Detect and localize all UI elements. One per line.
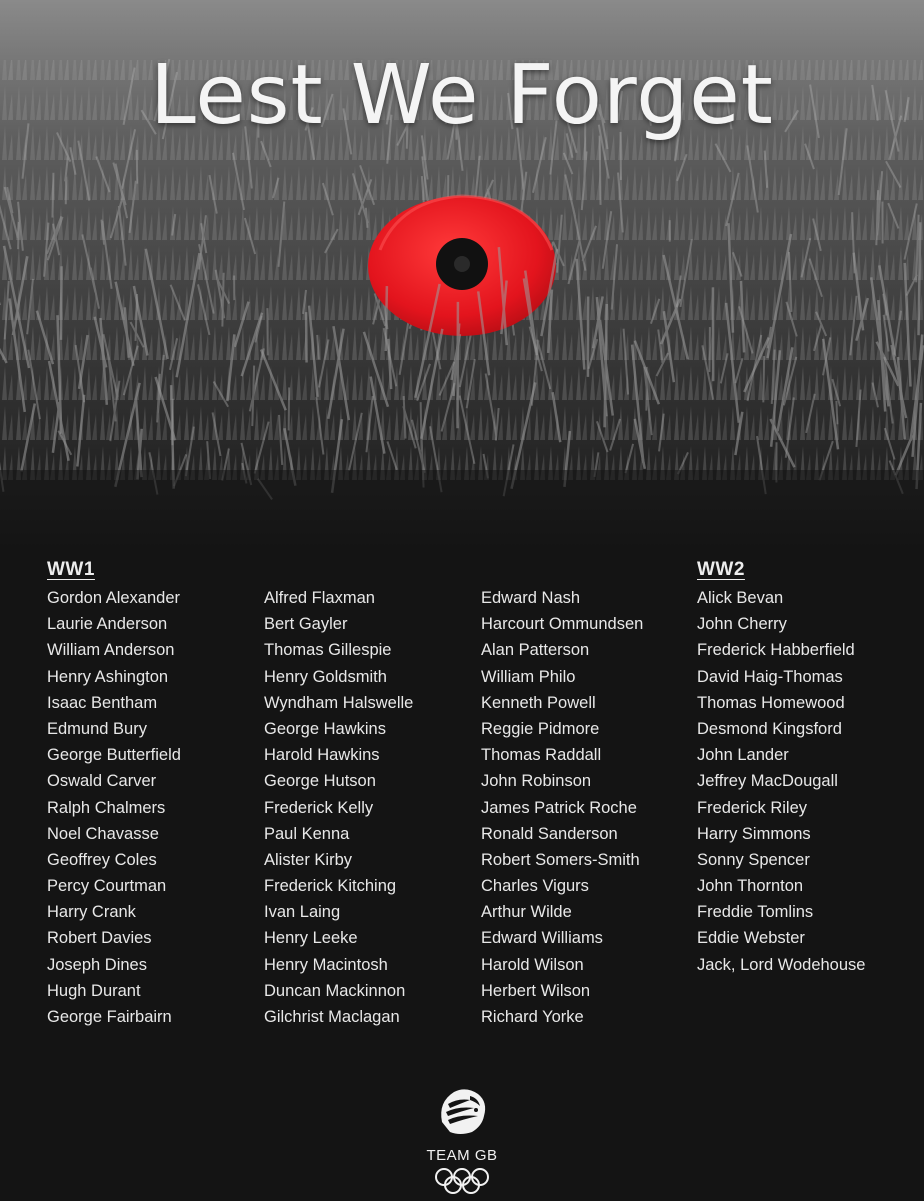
memorial-name: John Thornton xyxy=(697,877,804,896)
memorial-name: Alfred Flaxman xyxy=(264,589,375,607)
memorial-name: Geoffrey Coles xyxy=(47,850,157,869)
memorial-name: John Lander xyxy=(697,746,789,765)
memorial-name: Frederick Habberfield xyxy=(697,641,855,660)
memorial-name: John Robinson xyxy=(481,772,592,791)
memorial-name: Percy Courtman xyxy=(47,877,167,896)
memorial-name: Charles Vigurs xyxy=(481,877,589,896)
memorial-name: Alan Patterson xyxy=(481,641,590,660)
hero-photo xyxy=(0,0,924,560)
memorial-name: Gilchrist Maclagan xyxy=(264,1008,400,1026)
memorial-name: Isaac Bentham xyxy=(47,693,158,712)
memorial-name: Robert Davies xyxy=(47,929,152,948)
name-list xyxy=(47,585,181,1030)
memorial-name: Paul Kenna xyxy=(264,824,350,843)
memorial-name: Oswald Carver xyxy=(47,772,157,791)
memorial-name: Bert Gayler xyxy=(264,615,348,634)
ww1-column-2 xyxy=(264,585,413,1030)
memorial-name: Eddie Webster xyxy=(697,929,805,948)
memorial-name: Edward Williams xyxy=(481,929,603,948)
memorial-name: George Hutson xyxy=(264,772,376,791)
memorial-name: William Philo xyxy=(481,667,576,686)
ww1-heading: WW1 xyxy=(47,559,95,580)
memorial-name: Henry Goldsmith xyxy=(264,667,387,686)
team-gb-logo xyxy=(0,1082,924,1201)
memorial-name: Harold Hawkins xyxy=(264,746,380,765)
memorial-name: Desmond Kingsford xyxy=(697,719,842,738)
memorial-name: Gordon Alexander xyxy=(47,589,181,607)
memorial-name: Noel Chavasse xyxy=(47,824,159,843)
memorial-name: Harcourt Ommundsen xyxy=(481,615,644,634)
memorial-name: William Anderson xyxy=(47,641,175,660)
memorial-name: Henry Leeke xyxy=(264,929,358,948)
memorial-name: Reggie Pidmore xyxy=(481,719,600,738)
memorial-name: Kenneth Powell xyxy=(481,693,596,712)
lion-crest-icon xyxy=(432,1082,492,1138)
memorial-name: John Cherry xyxy=(697,615,787,634)
memorial-name: Henry Macintosh xyxy=(264,955,388,974)
memorial-name: Frederick Kelly xyxy=(264,798,374,817)
memorial-name: Ronald Sanderson xyxy=(481,824,618,843)
memorial-name: Sonny Spencer xyxy=(697,850,810,869)
memorial-name: Jeffrey MacDougall xyxy=(697,772,838,791)
memorial-name: Ivan Laing xyxy=(264,903,341,922)
memorial-name: Herbert Wilson xyxy=(481,981,591,1000)
memorial-name: Edmund Bury xyxy=(47,719,147,738)
name-list xyxy=(481,585,643,1030)
memorial-name: Alick Bevan xyxy=(697,589,784,607)
ww2-heading: WW2 xyxy=(697,559,745,580)
team-gb-label: TEAM GB xyxy=(426,1147,498,1164)
memorial-name: Thomas Raddall xyxy=(481,746,602,765)
name-list xyxy=(264,585,413,1030)
memorial-name: Frederick Kitching xyxy=(264,877,397,896)
ww1-column-3 xyxy=(481,585,643,1030)
memorial-name: George Butterfield xyxy=(47,746,181,765)
memorial-name: David Haig-Thomas xyxy=(697,667,843,686)
memorial-name: Jack, Lord Wodehouse xyxy=(697,955,866,974)
memorial-name: Arthur Wilde xyxy=(481,903,572,922)
memorial-name: Duncan Mackinnon xyxy=(264,981,406,1000)
memorial-name: George Fairbairn xyxy=(47,1008,172,1026)
memorial-name: Alister Kirby xyxy=(264,850,353,869)
memorial-name: Henry Ashington xyxy=(47,667,169,686)
memorial-name: Edward Nash xyxy=(481,589,581,607)
memorial-name: Harry Simmons xyxy=(697,824,811,843)
memorial-name: James Patrick Roche xyxy=(481,798,637,817)
ww2-column xyxy=(697,555,865,978)
memorial-name: Hugh Durant xyxy=(47,981,141,1000)
memorial-name: Harold Wilson xyxy=(481,955,584,974)
memorial-name: George Hawkins xyxy=(264,719,386,738)
ww1-column-1 xyxy=(47,555,181,1030)
page-title: Lest We Forget xyxy=(150,48,774,143)
memorial-name: Robert Somers-Smith xyxy=(481,850,640,869)
name-list xyxy=(697,585,865,978)
memorial-name: Wyndham Halswelle xyxy=(264,693,414,712)
memorial-name: Freddie Tomlins xyxy=(697,903,814,922)
memorial-name: Laurie Anderson xyxy=(47,615,168,634)
memorial-name: Harry Crank xyxy=(47,903,136,922)
memorial-name: Richard Yorke xyxy=(481,1008,584,1026)
memorial-name: Ralph Chalmers xyxy=(47,798,166,817)
memorial-name: Thomas Homewood xyxy=(697,693,845,712)
memorial-name: Joseph Dines xyxy=(47,955,147,974)
memorial-name: Thomas Gillespie xyxy=(264,641,392,660)
olympic-rings-icon xyxy=(432,1166,492,1196)
memorial-name: Frederick Riley xyxy=(697,798,808,817)
poppy-icon xyxy=(368,196,556,336)
